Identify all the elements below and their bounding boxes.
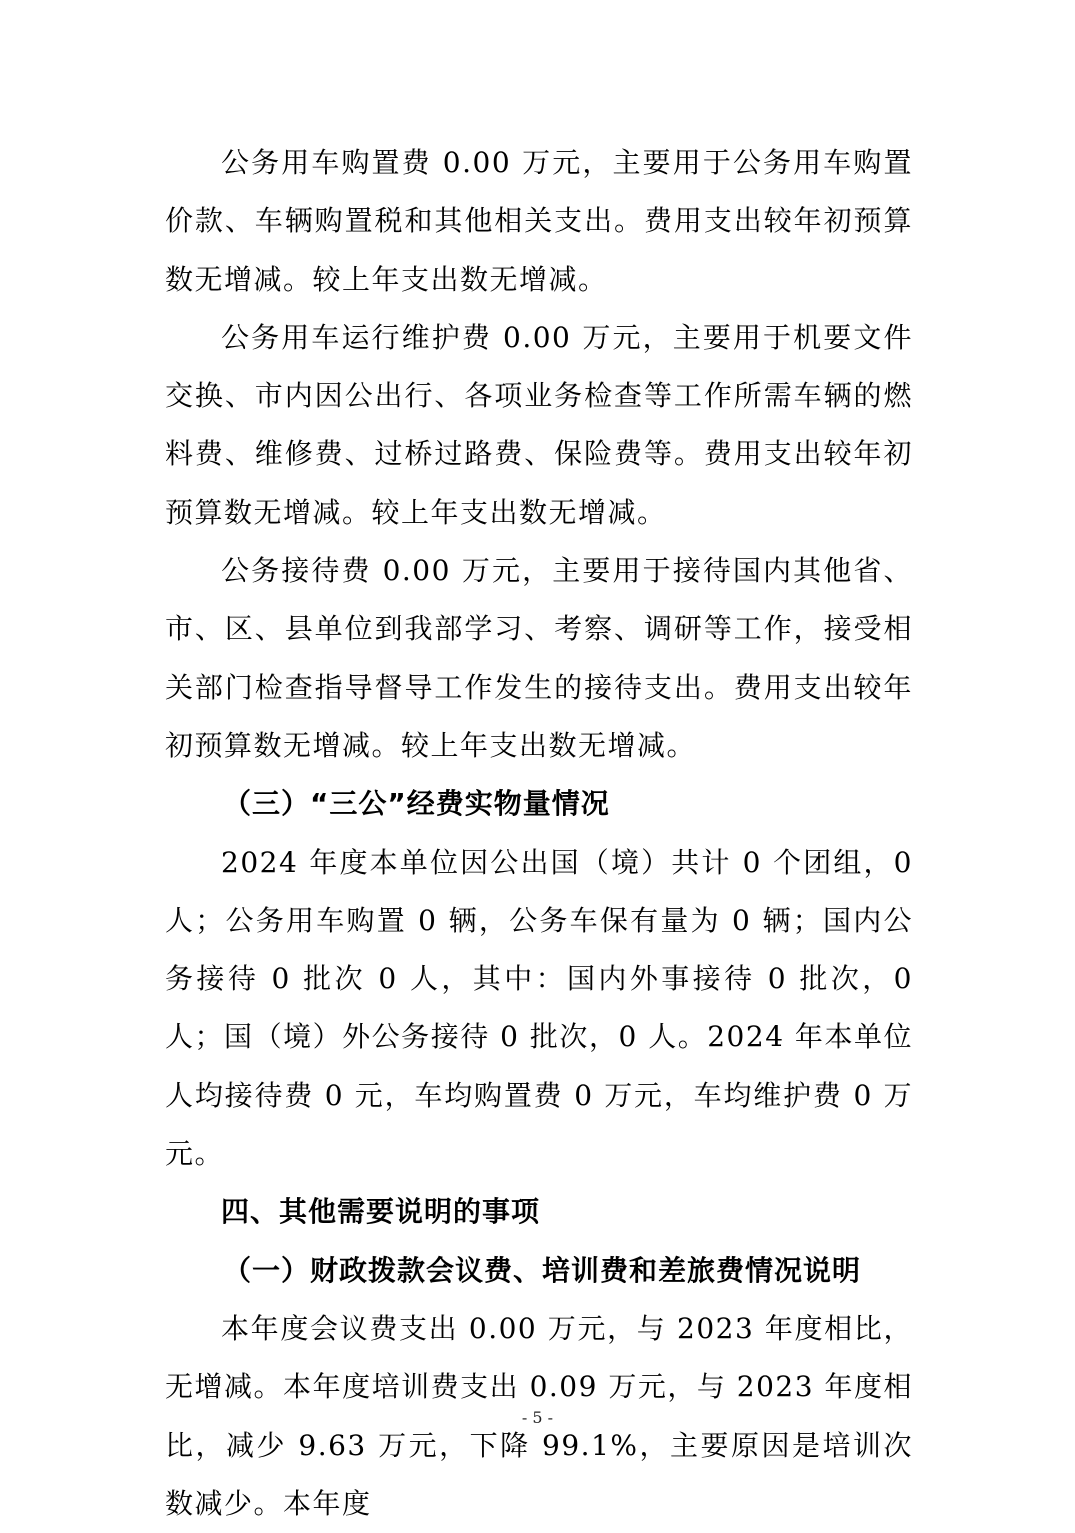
section-heading-other-matters: 四、其他需要说明的事项 bbox=[221, 1195, 541, 1229]
page-number: - 5 - bbox=[521, 1408, 554, 1427]
section-heading-physical-quantity: （三）“三公”经费实物量情况 bbox=[223, 787, 610, 821]
document-body bbox=[165, 134, 913, 1533]
paragraph-meeting-training: 本年度会议费支出 0.00 万元，与 2023 年度相比，无增减。本年度培训费支出 0.09 万元，与 2023 年度相比，减少 9.63 万元，下降 99.1%，主要原因是培训次数减少。本年度 bbox=[165, 1311, 913, 1520]
paragraph-official-reception: 公务接待费 0.00 万元，主要用于接待国内其他省、市、区、县单位到我部学习、考察、调研等工作，接受相关部门检查指导督导工作发生的接待支出。费用支出较年初预算数无增减。较上年支出数无增减。 bbox=[165, 554, 913, 762]
paragraph-physical-quantity: 2024 年度本单位因公出国（境）共计 0 个团组，0 人；公务用车购置 0 辆，公务车保有量为 0 辆；国内公务接待 0 批次 0 人，其中：国内外事接待 0 批次，0 人；国（境）外公务接待 0 批次，0 人。2024 年本单位人均接待费 0 元，车均购置费 0 万元，车均维护费 0 万元。 bbox=[165, 845, 913, 1171]
section-heading-meeting-training-travel: （一）财政拨款会议费、培训费和差旅费情况说明 bbox=[223, 1253, 862, 1287]
paragraph-vehicle-purchase: 公务用车购置费 0.00 万元，主要用于公务用车购置价款、车辆购置税和其他相关支出。费用支出较年初预算数无增减。较上年支出数无增减。 bbox=[165, 146, 913, 296]
paragraph-vehicle-maintenance: 公务用车运行维护费 0.00 万元，主要用于机要文件交换、市内因公出行、各项业务检查等工作所需车辆的燃料费、维修费、过桥过路费、保险费等。费用支出较年初预算数无增减。较上年支出数无增减。 bbox=[165, 320, 913, 529]
